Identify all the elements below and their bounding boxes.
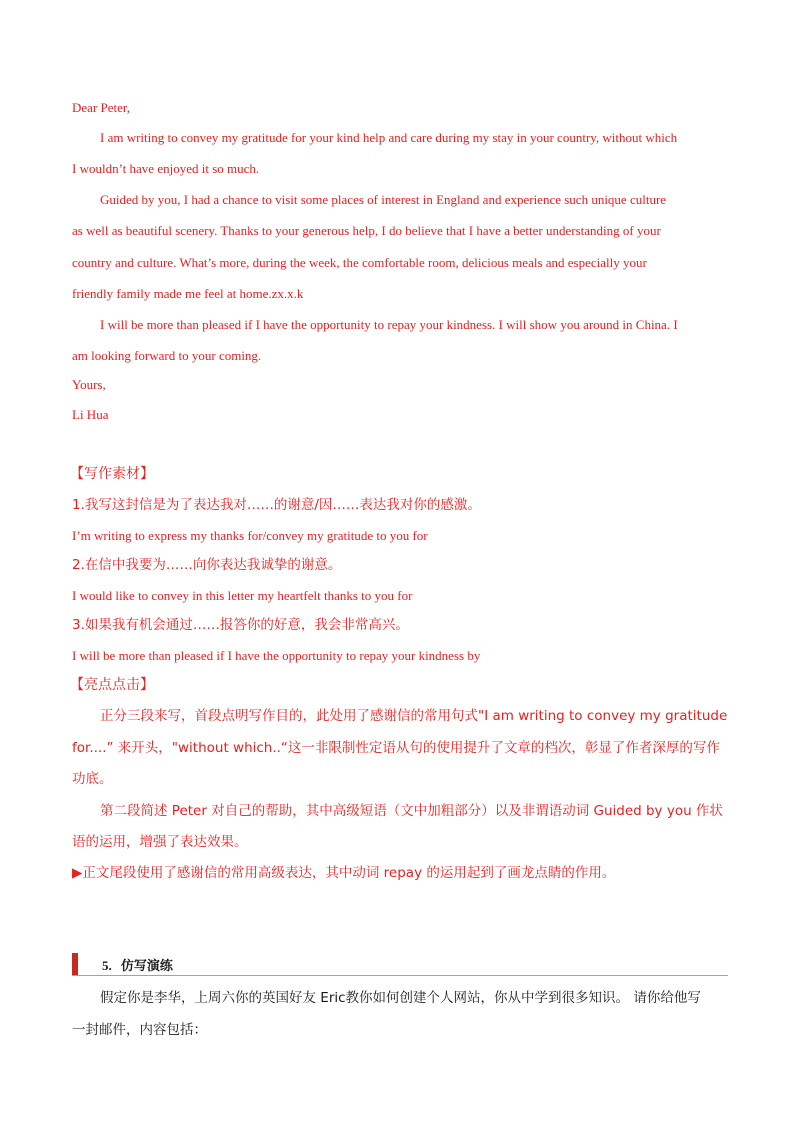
- materials-item-3-cn: 3.如果我有机会通过……报答你的好意，我会非常高兴。: [72, 617, 409, 633]
- letter-paragraph-1-line-2: I wouldn’t have enjoyed it so much.: [72, 161, 260, 176]
- materials-item-1-cn: 1.我写这封信是为了表达我对……的谢意/因……表达我对你的感激。: [72, 497, 481, 513]
- letter-closing: Yours,: [72, 377, 106, 392]
- section-5-header: [72, 953, 728, 976]
- letter-paragraph-2-line-2: as well as beautiful scenery. Thanks to your generous help, I do believe that I have a better understanding of your: [72, 223, 661, 238]
- section-number: 5.: [102, 958, 112, 973]
- highlights-para-1-line-3: 功底。: [72, 771, 113, 787]
- letter-salutation: Dear Peter,: [72, 100, 130, 115]
- highlights-para-2-line-2: 语的运用，增强了表达效果。: [72, 834, 248, 850]
- letter-paragraph-2-line-1: Guided by you, I had a chance to visit some places of interest in England and experience such unique culture: [100, 192, 667, 207]
- task-prompt-line-2: 一封邮件，内容包括：: [72, 1022, 207, 1038]
- letter-paragraph-3-line-1: I will be more than pleased if I have the opportunity to repay your kindness. I will show you around in China. I: [100, 317, 678, 332]
- highlights-para-1-line-2: for....” 来开头，"without which..“这一非限制性定语从句的使用提升了文章的档次，彰显了作者深厚的写作: [72, 740, 720, 756]
- letter-paragraph-1-line-1: I am writing to convey my gratitude for your kind help and care during my stay in your country, without which: [100, 130, 678, 145]
- highlights-heading: 【亮点点击】: [70, 677, 154, 693]
- letter-paragraph-3-line-2: am looking forward to your coming.: [72, 348, 262, 363]
- materials-heading: 【写作素材】: [70, 466, 154, 482]
- section-5-title: [102, 955, 173, 974]
- letter-paragraph-2-line-3: country and culture. What’s more, during the week, the comfortable room, delicious meals and especially your: [72, 255, 647, 270]
- materials-item-2-en: I would like to convey in this letter my heartfelt thanks to you for: [72, 588, 413, 603]
- task-prompt-line-1: 假定你是李华，上周六你的英国好友 Eric教你如何创建个人网站，你从中学到很多知识。 请你给他写: [100, 990, 701, 1006]
- section-title-text: 仿写演练: [120, 959, 173, 974]
- letter-signature: Li Hua: [72, 407, 109, 422]
- letter-paragraph-2-line-4: friendly family made me feel at home.zx.x.k: [72, 286, 304, 301]
- highlights-para-1-line-1: 正分三段来写，首段点明写作目的，此处用了感谢信的常用句式"I am writing to convey my gratitude: [100, 708, 728, 724]
- materials-item-1-en: I’m writing to express my thanks for/convey my gratitude to you for: [72, 528, 428, 543]
- materials-item-3-en: I will be more than pleased if I have the opportunity to repay your kindness by: [72, 648, 481, 663]
- highlights-para-2-line-1: 第二段简述 Peter 对自己的帮助，其中高级短语（文中加粗部分）以及非谓语动词 Guided by you 作状: [100, 803, 723, 819]
- highlights-para-3: ▶正文尾段使用了感谢信的常用高级表达，其中动词 repay 的运用起到了画龙点睛的作用。: [72, 865, 616, 881]
- materials-item-2-cn: 2.在信中我要为……向你表达我诚挚的谢意。: [72, 557, 342, 573]
- section-marker: [72, 953, 78, 975]
